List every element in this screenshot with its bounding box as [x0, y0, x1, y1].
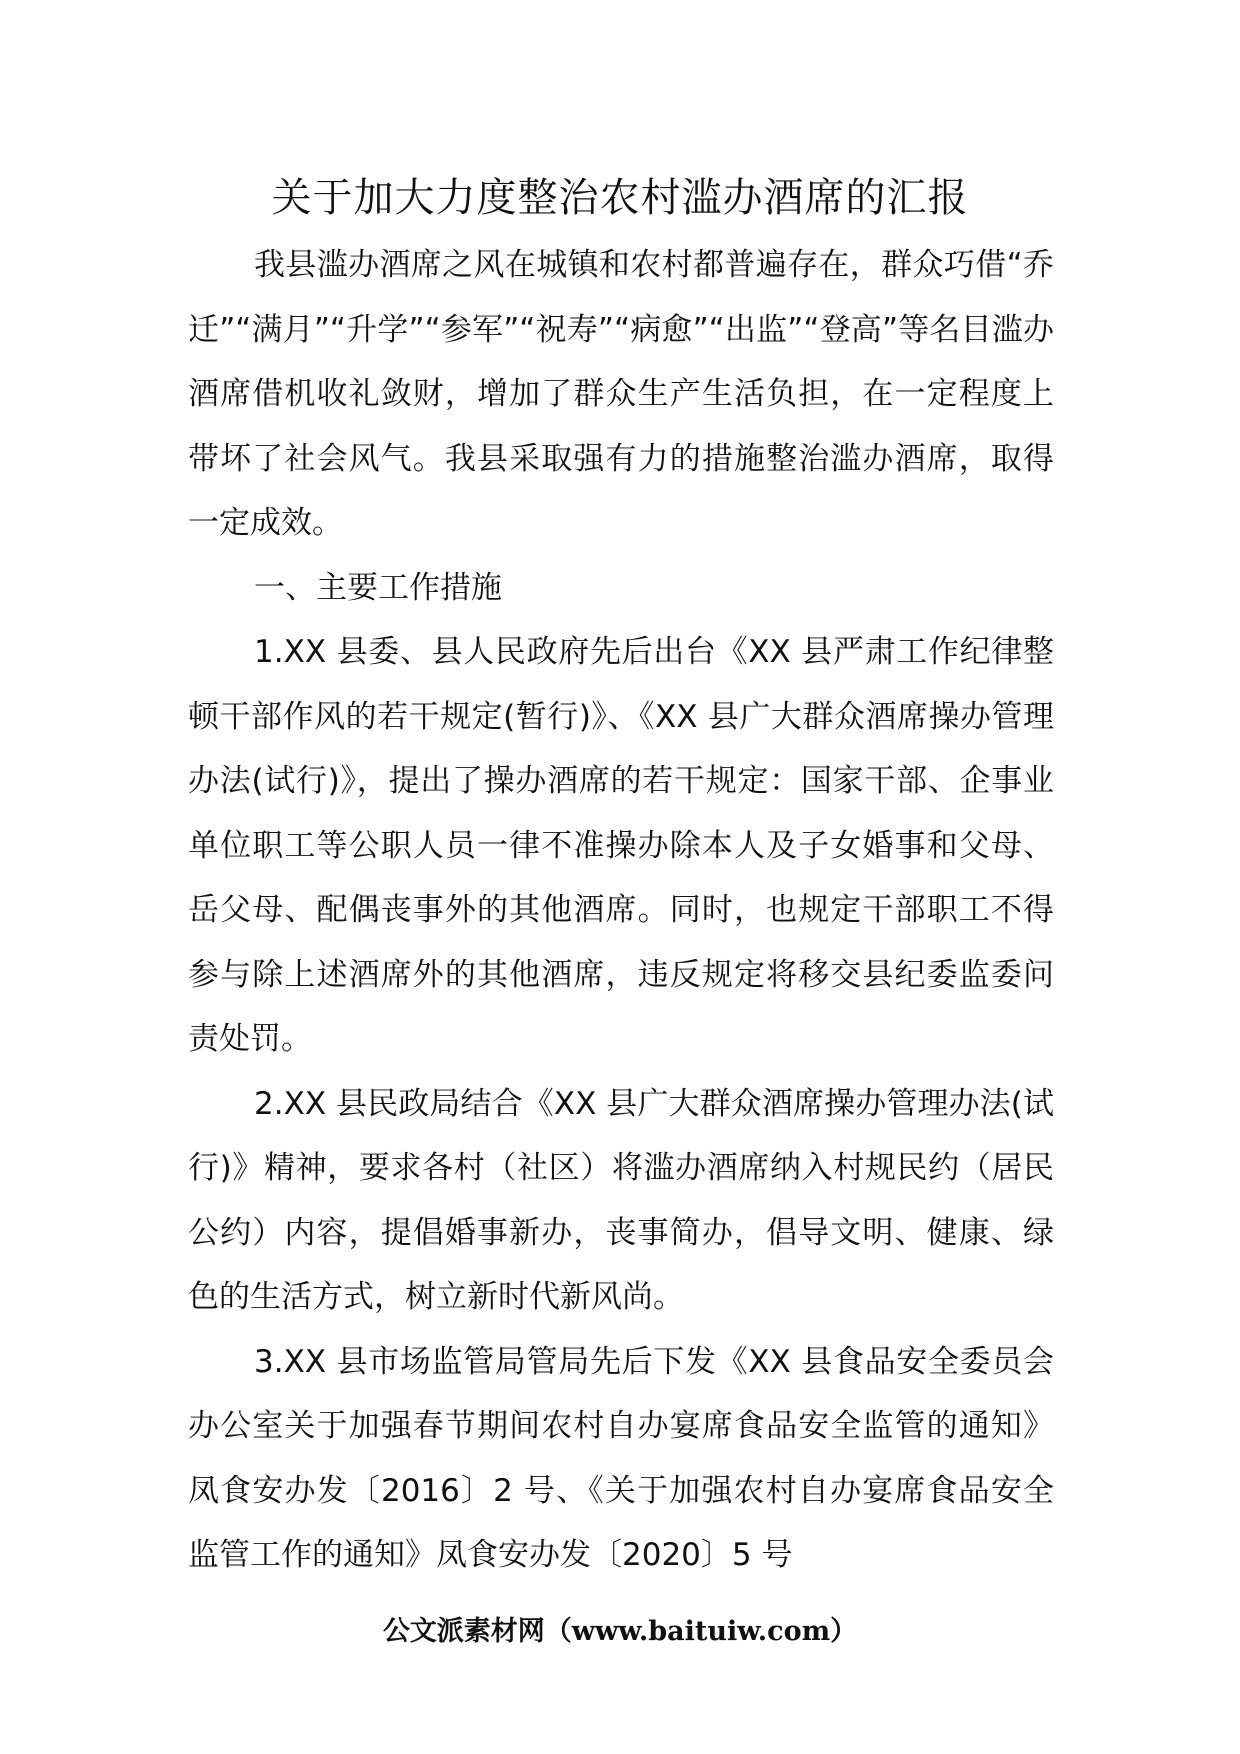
source-footer: 公文派素材网（www.baituiw.com）	[382, 1616, 858, 1647]
measure-paragraph-2: 2.XX 县民政局结合《XX 县广大群众酒席操办管理办法(试行)》精神，要求各村（社区）将滥办酒席纳入村规民约（居民公约）内容，提倡婚事新办，丧事简办，倡导文明、健康、绿色的生活方式，树立新时代新风尚。	[188, 1085, 1054, 1315]
section-heading: 一、主要工作措施	[254, 569, 502, 606]
document-title: 关于加大力度整治农村滥办酒席的汇报	[271, 175, 969, 221]
document-body	[188, 233, 1054, 1588]
intro-paragraph: 我县滥办酒席之风在城镇和农村都普遍存在，群众巧借“乔迁”“满月”“升学”“参军”“祝寿”“病愈”“出监”“登高”等名目滥办酒席借机收礼敛财，增加了群众生产生活负担，在一定程度上带坏了社会风气。我县采取强有力的措施整治滥办酒席，取得一定成效。	[188, 247, 1054, 541]
measure-paragraph-3: 3.XX 县市场监管局管局先后下发《XX 县食品安全委员会办公室关于加强春节期间农村自办宴席食品安全监管的通知》凤食安办发〔2016〕2 号、《关于加强农村自办宴席食品安全监管工作的通知》凤食安办发〔2020〕5 号	[188, 1343, 1054, 1573]
measure-paragraph-1: 1.XX 县委、县人民政府先后出台《XX 县严肃工作纪律整顿干部作风的若干规定(暂行)》、《XX 县广大群众酒席操办管理办法(试行)》，提出了操办酒席的若干规定：国家干部、企事业单位职工等公职人员一律不准操办除本人及子女婚事和父母、岳父母、配偶丧事外的其他酒席。同时，也规定干部职工不得参与除上述酒席外的其他酒席，违反规定将移交县纪委监委问责处罚。	[188, 634, 1054, 1057]
